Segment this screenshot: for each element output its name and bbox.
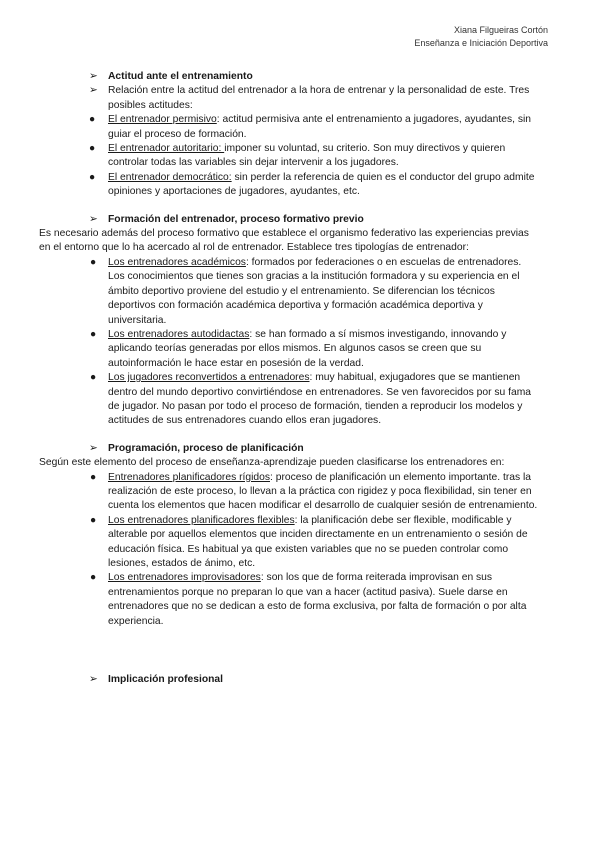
- arrow-bullet-icon: ➢: [89, 674, 98, 686]
- list-item: [72, 171, 538, 200]
- typology-list: [72, 256, 538, 429]
- section-title: Implicación profesional: [108, 674, 224, 686]
- bullet-icon: ●: [90, 572, 97, 584]
- list-item: [72, 113, 538, 142]
- section-title: Actitud ante el entrenamiento: [108, 71, 253, 82]
- item-text: : se han formado a sí mismos investigando, innovando y aplicando teorías generadas por ellos mismos. En algunos casos se creen que su autoinformación le hace estar en posesión de la verdad.: [108, 328, 507, 369]
- list-item: [72, 142, 538, 171]
- item-term: Los entrenadores improvisadores: [108, 572, 261, 584]
- item-term: Los entrenadores autodidactas: [108, 328, 250, 340]
- arrow-bullet-icon: ➢: [89, 71, 98, 82]
- list-item: [72, 256, 538, 328]
- item-term: El entrenador autoritario:: [108, 143, 225, 155]
- item-text: : actitud permisiva ante el entrenamiento a jugadores, ayudantes, sin guiar el proceso de formación.: [108, 114, 531, 140]
- bullet-icon: ●: [90, 328, 97, 340]
- arrow-bullet-icon: ➢: [89, 213, 98, 225]
- list-item: [72, 471, 538, 514]
- section-intro: [72, 84, 538, 113]
- item-text: : proceso de planificación un elemento importante. tras la realización de este proceso, lo llevan a la práctica con rigidez y poca flexibilidad, sin tener en cuenta los elementos que hacen modificar el desarrollo de cualquier sesión de entrenamiento.: [108, 471, 538, 512]
- bullet-icon: ●: [90, 372, 97, 384]
- header-author: Xiana Filgueiras Cortón: [453, 25, 548, 35]
- page-header: [414, 24, 548, 50]
- section-title: Formación del entrenador, proceso formativo previo: [108, 213, 364, 225]
- list-item: [72, 514, 538, 572]
- section-intro: Es necesario además del proceso formativo que establece el organismo federativo las experiencias previas en el entorno que lo ha acercado al rol de entrenador. Establece tres tipologías de entrenador:: [39, 228, 529, 254]
- item-term: Los jugadores reconvertidos a entrenadores: [108, 372, 310, 384]
- item-text: : formados por federaciones o en escuelas de entrenadores. Los conocimientos que tienes son gracias a la institución formadora y su experiencia en el ámbito deportivo proviene del estudio y el entrenamiento. Se diferencian los técnicos deportivos con formación académica deportiva y formación académica deportiva y universitaria.: [108, 256, 522, 326]
- section-title: Programación, proceso de planificación: [108, 442, 304, 454]
- list-item: [72, 371, 538, 429]
- bullet-icon: ●: [89, 114, 96, 126]
- section-heading-actitud: [72, 70, 538, 84]
- item-text: : muy habitual, exjugadores que se mantienen dentro del mundo deportivo convirtiéndose en entrenadores. Se ven favorecidos por su fama de jugador. No pasan por todo el proceso de formación, tienden a reproducir los modelos y actitudes de sus entrenadores cuando ellos eran jugadores.: [108, 372, 532, 427]
- intro-text: Relación entre la actitud del entrenador a la hora de entrenar y la personalidad de este. Tres posibles actitudes:: [108, 85, 530, 111]
- item-term: Entrenadores planificadores rígidos: [108, 471, 270, 483]
- item-term: Los entrenadores planificadores flexibles: [108, 514, 295, 526]
- item-term: Los entrenadores académicos: [108, 256, 246, 268]
- section-heading-formacion: [72, 213, 538, 227]
- bullet-icon: ●: [89, 143, 96, 155]
- list-item: [72, 328, 538, 371]
- list-item: [72, 571, 538, 629]
- bullet-icon: ●: [90, 471, 97, 483]
- item-text: sin perder la referencia de quien es el conductor del grupo admite opiniones y aportaciones de jugadores, ayudantes, etc.: [108, 171, 535, 198]
- item-term: El entrenador permisivo: [108, 114, 217, 126]
- item-text: : son los que de forma reiterada improvisan en sus entrenamientos porque no preparan lo que van a hacer (actitud pasiva). Suele darse en entrenadores que no se dedican a esto de forma exclusiva, por falta de formación o por alta experiencia.: [108, 572, 527, 627]
- bullet-icon: ●: [90, 514, 97, 526]
- section-intro: Según este elemento del proceso de enseñanza-aprendizaje pueden clasificarse los entrenadores en:: [39, 457, 505, 469]
- bullet-icon: ●: [89, 171, 96, 183]
- bullet-icon: ●: [90, 256, 97, 268]
- section-heading-programacion: [72, 442, 538, 456]
- arrow-bullet-icon: ➢: [89, 442, 98, 454]
- item-text: : la planificación debe ser flexible, modificable y alterable por aquellos elementos que inciden directamente en un entrenamiento o sesión de educación física. Es habitual ya que existen variables que no se pueden controlar como lesiones, estados de ánimo, etc.: [108, 514, 528, 569]
- item-term: El entrenador democrático:: [108, 171, 232, 183]
- planner-list: [72, 471, 538, 629]
- section-heading-implicacion: [72, 673, 538, 687]
- arrow-bullet-icon: ➢: [89, 85, 98, 97]
- header-subject: Enseñanza e Iniciación Deportiva: [414, 38, 548, 48]
- item-text: imponer su voluntad, su criterio. Son muy directivos y quieren controlar todas las variables sin dejar intervenir a los jugadores.: [108, 143, 506, 169]
- document-body: [39, 70, 538, 687]
